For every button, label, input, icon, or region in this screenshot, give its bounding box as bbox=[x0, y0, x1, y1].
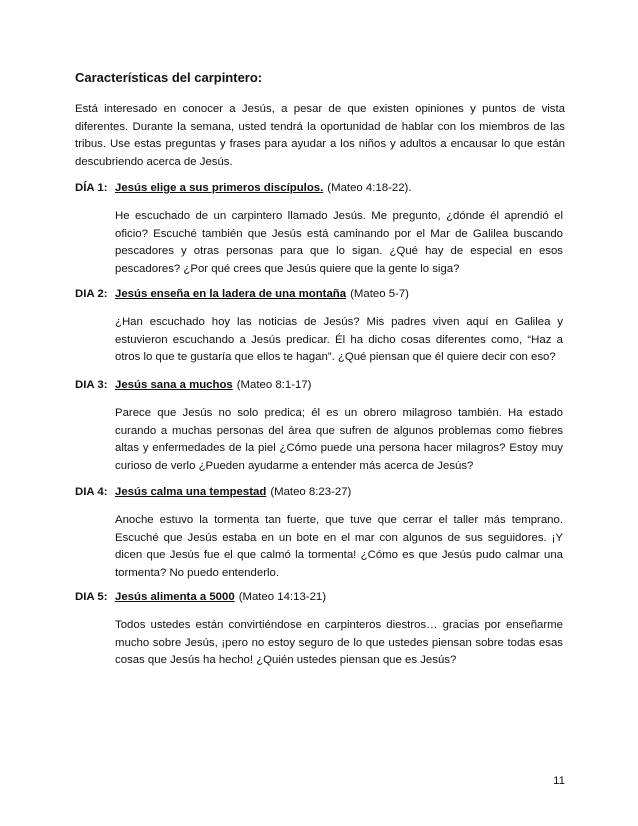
scripture-reference: (Mateo 5-7) bbox=[350, 288, 409, 300]
page-number: 11 bbox=[553, 775, 565, 787]
scripture-reference: (Mateo 4:18-22). bbox=[327, 182, 412, 194]
day-header bbox=[75, 180, 565, 196]
day-header bbox=[75, 484, 565, 500]
day-title: Jesús calma una tempestad bbox=[115, 486, 267, 498]
day-body: Todos ustedes están convirtiéndose en carpinteros diestros… gracias por enseñarme mucho sobre Jesús, ¡pero no estoy seguro de lo que ustedes piensan sobre todas esas cosas que Jesús ha hecho! ¿Quién ustedes piensan que es Jesús? bbox=[115, 619, 563, 666]
intro-paragraph: Está interesado en conocer a Jesús, a pesar de que existen opiniones y puntos de vista diferentes. Durante la semana, usted tendrá la oportunidad de hablar con los miembros de las tribus. Use estas preguntas y frases para ayudar a los niños y adultos a encausar lo que están descubriendo acerca de Jesús. bbox=[75, 103, 565, 168]
document-page bbox=[75, 0, 565, 826]
day-5-section bbox=[75, 589, 565, 670]
day-body: Parece que Jesús no solo predica; él es un obrero milagroso también. Ha estado curando a muchas personas del área que sufren de algunos problemas como fiebres altas y enfermedades de la piel ¿Cómo puede una persona hacer milagros? Estoy muy curioso de verlo ¿Pueden ayudarme a entender más acerca de Jesús? bbox=[115, 407, 563, 472]
day-label: DIA 2: bbox=[75, 288, 108, 300]
day-title: Jesús enseña en la ladera de una montaña bbox=[115, 288, 347, 300]
scripture-reference: (Mateo 8:23-27) bbox=[270, 486, 352, 498]
day-label: DÍA 1: bbox=[75, 182, 108, 194]
day-4-section bbox=[75, 484, 565, 582]
day-label: DIA 3: bbox=[75, 379, 108, 391]
day-body: ¿Han escuchado hoy las noticias de Jesús? Mis padres viven aquí en Galilea y estuvieron escuchando a Jesús predicar. Él ha dicho cosas diferentes como, “Haz a otros lo que te gustaría que ellos te hagan”. ¿Qué piensan que él quiere decir con eso? bbox=[115, 316, 563, 363]
day-label: DIA 5: bbox=[75, 591, 108, 603]
day-title: Jesús elige a sus primeros discípulos. bbox=[115, 182, 324, 194]
day-header bbox=[75, 589, 565, 605]
day-label: DIA 4: bbox=[75, 486, 108, 498]
day-2-section bbox=[75, 286, 565, 367]
day-body: Anoche estuvo la tormenta tan fuerte, que tuve que cerrar el taller más temprano. Escuché que Jesús estaba en un bote en el mar con algunos de sus seguidores. ¡Y dicen que Jesús fue el que calmó la tormenta! ¿Cómo es que Jesús pudo calmar una tormenta? No puedo entenderlo. bbox=[115, 514, 563, 579]
day-header bbox=[75, 286, 565, 302]
scripture-reference: (Mateo 14:13-21) bbox=[238, 591, 327, 603]
day-title: Jesús alimenta a 5000 bbox=[115, 591, 235, 603]
scripture-reference: (Mateo 8:1-17) bbox=[236, 379, 312, 391]
section-heading: Características del carpintero: bbox=[75, 70, 263, 85]
day-title: Jesús sana a muchos bbox=[115, 379, 233, 391]
day-header bbox=[75, 377, 565, 393]
day-3-section bbox=[75, 377, 565, 475]
day-1-section bbox=[75, 180, 565, 278]
day-body: He escuchado de un carpintero llamado Jesús. Me pregunto, ¿dónde él aprendió el oficio? Escuché también que Jesús está caminando por el Mar de Galilea buscando pescadores y otras personas para que lo sigan. ¿Qué hay de especial en esos pescadores? ¿Por qué crees que Jesús quiere que la gente lo siga? bbox=[115, 210, 563, 275]
